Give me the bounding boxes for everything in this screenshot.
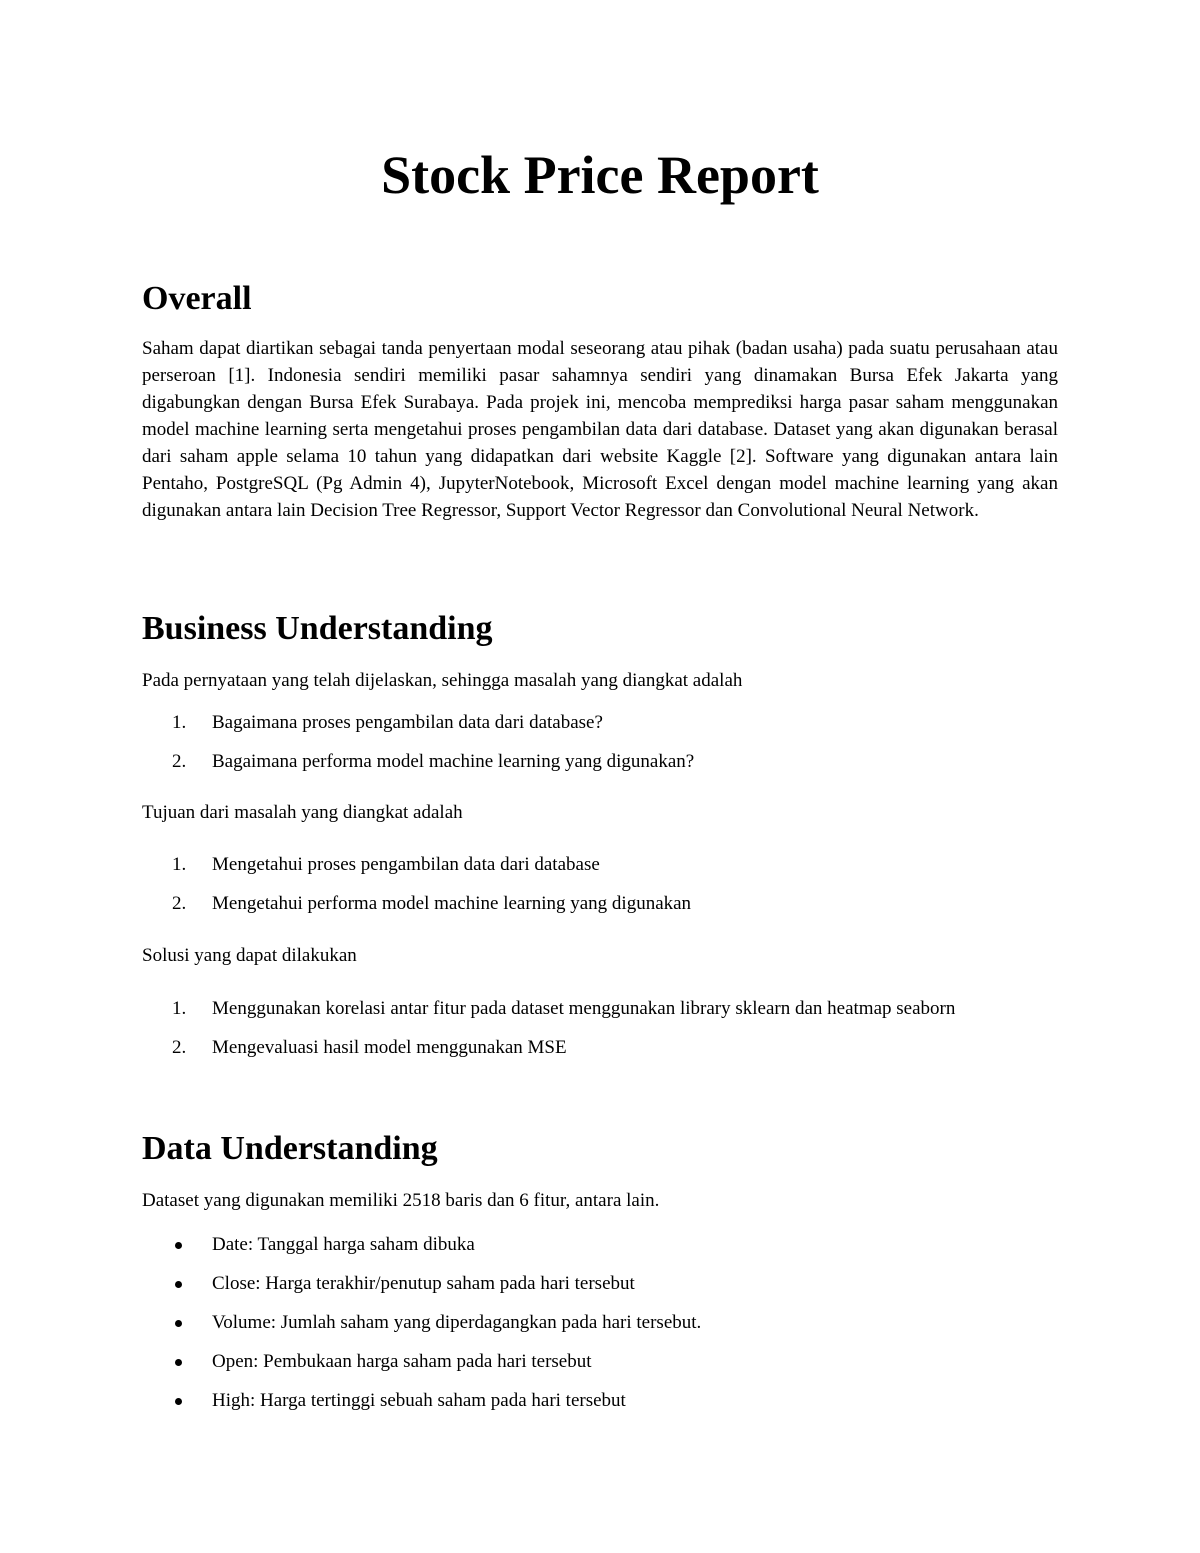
list-item (0, 1309, 1200, 1348)
list-item (0, 890, 1200, 929)
list-item-text: Menggunakan korelasi antar fitur pada dataset menggunakan library sklearn dan heatmap seaborn (212, 998, 956, 1019)
problem-list (0, 709, 1200, 787)
list-item (0, 1348, 1200, 1387)
list-item-text: Mengetahui proses pengambilan data dari database (212, 854, 600, 875)
list-item (0, 1387, 1200, 1426)
list-item-text: Volume: Jumlah saham yang diperdagangkan pada hari tersebut. (212, 1312, 702, 1333)
document-title: Stock Price Report (381, 145, 819, 205)
list-number: 2. (172, 1037, 187, 1058)
list-item-text: Open: Pembukaan harga saham pada hari tersebut (212, 1351, 592, 1372)
list-item-text: High: Harga tertinggi sebuah saham pada hari tersebut (212, 1390, 626, 1411)
list-item (0, 1270, 1200, 1309)
goals-list (0, 851, 1200, 929)
list-item-text: Mengetahui performa model machine learning yang digunakan (212, 893, 692, 914)
list-item-text: Bagaimana performa model machine learning yang digunakan? (212, 751, 695, 772)
business-intro: Pada pernyataan yang telah dijelaskan, sehingga masalah yang diangkat adalah (142, 670, 743, 691)
list-number: 2. (172, 893, 187, 914)
list-item (0, 851, 1200, 890)
list-item (0, 995, 1200, 1034)
features-list (0, 1231, 1200, 1426)
list-item-text: Bagaimana proses pengambilan data dari database? (212, 712, 603, 733)
data-intro: Dataset yang digunakan memiliki 2518 baris dan 6 fitur, antara lain. (142, 1190, 660, 1211)
list-number: 1. (172, 998, 187, 1019)
bullet-icon (175, 1359, 182, 1366)
list-item (0, 1231, 1200, 1270)
list-number: 1. (172, 854, 187, 875)
heading-overall: Overall (142, 280, 252, 317)
list-item (0, 748, 1200, 787)
goals-intro: Tujuan dari masalah yang diangkat adalah (142, 802, 463, 823)
list-number: 1. (172, 712, 187, 733)
solutions-list (0, 995, 1200, 1073)
bullet-icon (175, 1242, 182, 1249)
list-item-text: Close: Harga terakhir/penutup saham pada hari tersebut (212, 1273, 635, 1294)
list-number: 2. (172, 751, 187, 772)
bullet-icon (175, 1320, 182, 1327)
heading-business-understanding: Business Understanding (142, 610, 493, 647)
list-item-text: Mengevaluasi hasil model menggunakan MSE (212, 1037, 567, 1058)
overall-paragraph: Saham dapat diartikan sebagai tanda penyertaan modal seseorang atau pihak (badan usaha) pada suatu perusahaan atau perseroan [1]. Indonesia sendiri memiliki pasar sahamnya sendiri yang dinamakan Bursa Efek Jakarta yang digabungkan dengan Bursa Efek Surabaya. Pada projek ini, mencoba memprediksi harga pasar saham menggunakan model machine learning serta mengetahui proses pengambilan data dari database. Dataset yang akan digunakan berasal dari saham apple selama 10 tahun yang didapatkan dari website Kaggle [2]. Software yang digunakan antara lain Pentaho, PostgreSQL (Pg Admin 4), JupyterNotebook, Microsoft Excel dengan model machine learning yang akan digunakan antara lain Decision Tree Regressor, Support Vector Regressor dan Convolutional Neural Network. (142, 338, 1058, 521)
list-item-text: Date: Tanggal harga saham dibuka (212, 1234, 475, 1255)
heading-data-understanding: Data Understanding (142, 1130, 438, 1167)
bullet-icon (175, 1281, 182, 1288)
list-item (0, 709, 1200, 748)
solutions-intro: Solusi yang dapat dilakukan (142, 945, 357, 966)
list-item (0, 1034, 1200, 1073)
bullet-icon (175, 1398, 182, 1405)
